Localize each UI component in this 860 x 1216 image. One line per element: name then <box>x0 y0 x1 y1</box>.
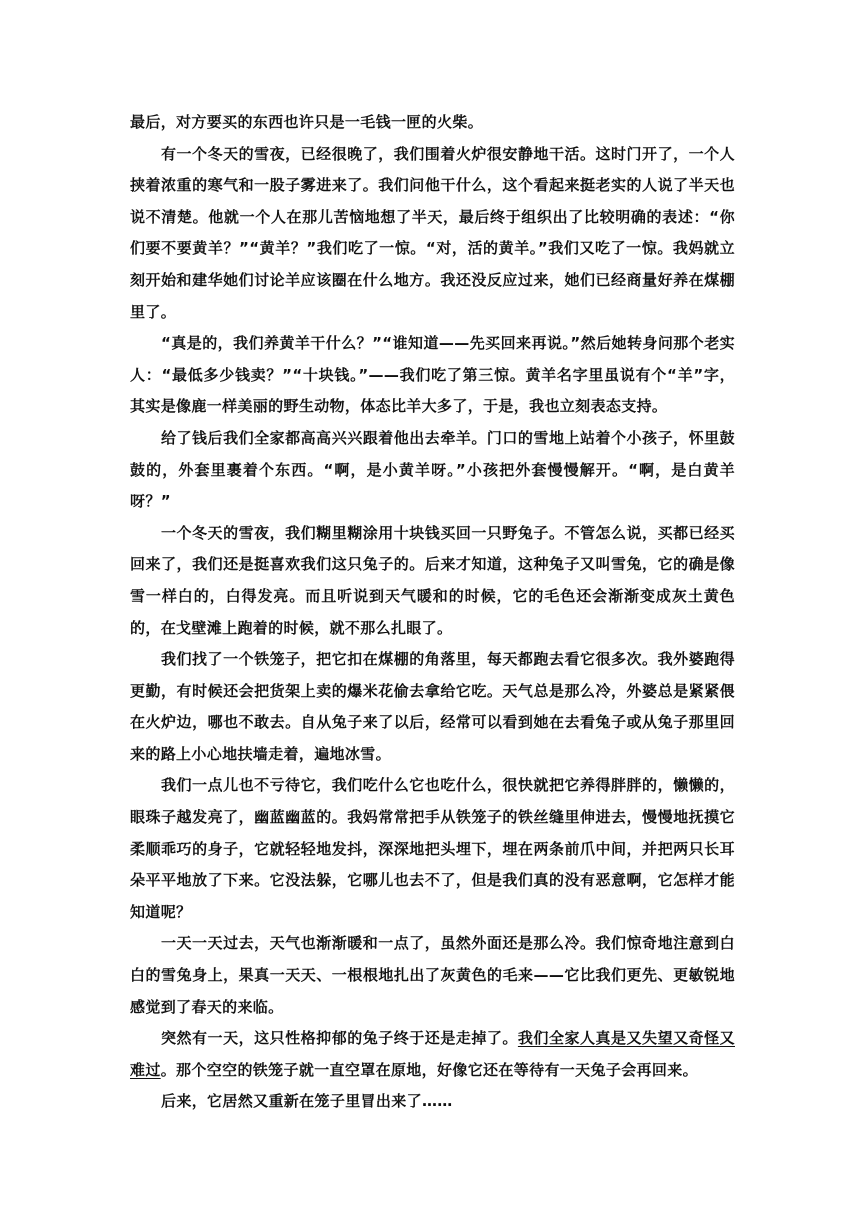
paragraph: 最后，对方要买的东西也许只是一毛钱一匣的火柴。 <box>130 113 484 131</box>
paragraph-text: 突然有一天，这只性格抑郁的兔子终于还是走掉了。 <box>161 1029 518 1048</box>
paragraph: “真是的，我们养黄羊干什么？”“谁知道——先买回来再说。”然后她转身问那个老实人：“最低多少钱卖？”“十块钱。”——我们吃了第三惊。黄羊名字里虽说有个“羊”字，其实是像鹿一样美丽的野生动物，体态比羊大多了，于是，我也立刻表态支持。 <box>130 334 735 416</box>
underlined-sentence: 我们全家人真是又失望又奇怪又难过 <box>130 1029 735 1079</box>
paragraph: 有一个冬天的雪夜，已经很晚了，我们围着火炉很安静地干活。这时门开了，一个人挟着浓重的寒气和一股子雾进来了。我们问他干什么，这个看起来挺老实的人说了半天也说不清楚。他就一个人在那儿苦恼地想了半天，最后终于组织出了比较明确的表述：“你们要不要黄羊？”“黄羊？”我们吃了一惊。“对，活的黄羊。”我们又吃了一惊。我妈就立刻开始和建华她们讨论羊应该圈在什么地方。我还没反应过来，她们已经商量好养在煤棚里了。 <box>130 144 735 321</box>
paragraph-text: 。那个空空的铁笼子就一直空罩在原地，好像它还在等待有一天兔子会再回来。 <box>160 1060 698 1079</box>
document-page <box>130 107 735 1118</box>
paragraph: 我们一点儿也不亏待它，我们吃什么它也吃什么，很快就把它养得胖胖的，懒懒的，眼珠子越发亮了，幽蓝幽蓝的。我妈常常把手从铁笼子的铁丝缝里伸进去，慢慢地抚摸它柔顺乖巧的身子，它就轻轻地发抖，深深地把头埋下，埋在两条前爪中间，并把两只长耳朵平平地放了下来。它没法躲，它哪儿也去不了，但是我们真的没有恶意啊，它怎样才能知道呢？ <box>130 776 735 921</box>
paragraph: 我们找了一个铁笼子，把它扣在煤棚的角落里，每天都跑去看它很多次。我外婆跑得更勤，有时候还会把货架上卖的爆米花偷去拿给它吃。天气总是那么冷，外婆总是紧紧偎在火炉边，哪也不敢去。自从兔子来了以后，经常可以看到她在去看兔子或从兔子那里回来的路上小心地扶墙走着，遍地冰雪。 <box>130 650 735 763</box>
paragraph: 后来，它居然又重新在笼子里冒出来了…… <box>161 1092 453 1111</box>
paragraph: 给了钱后我们全家都高高兴兴跟着他出去牵羊。门口的雪地上站着个小孩子，怀里鼓鼓的，外套里裹着个东西。“啊，是小黄羊呀。”小孩把外套慢慢解开。“啊，是白黄羊呀？” <box>130 428 735 511</box>
paragraph: 一天一天过去，天气也渐渐暖和一点了，虽然外面还是那么冷。我们惊奇地注意到白白的雪兔身上，果真一天天、一根根地扎出了灰黄色的毛来——它比我们更先、更敏锐地感觉到了春天的来临。 <box>130 934 735 1016</box>
paragraph: 一个冬天的雪夜，我们糊里糊涂用十块钱买回一只野兔子。不管怎么说，买都已经买回来了，我们还是挺喜欢我们这只兔子的。后来才知道，这种兔子又叫雪兔，它的确是像雪一样白的，白得发亮。而且听说到天气暖和的时候，它的毛色还会渐渐变成灰土黄色的，在戈壁滩上跑着的时候，就不那么扎眼了。 <box>130 523 735 637</box>
paragraph-with-underline <box>130 1023 735 1086</box>
